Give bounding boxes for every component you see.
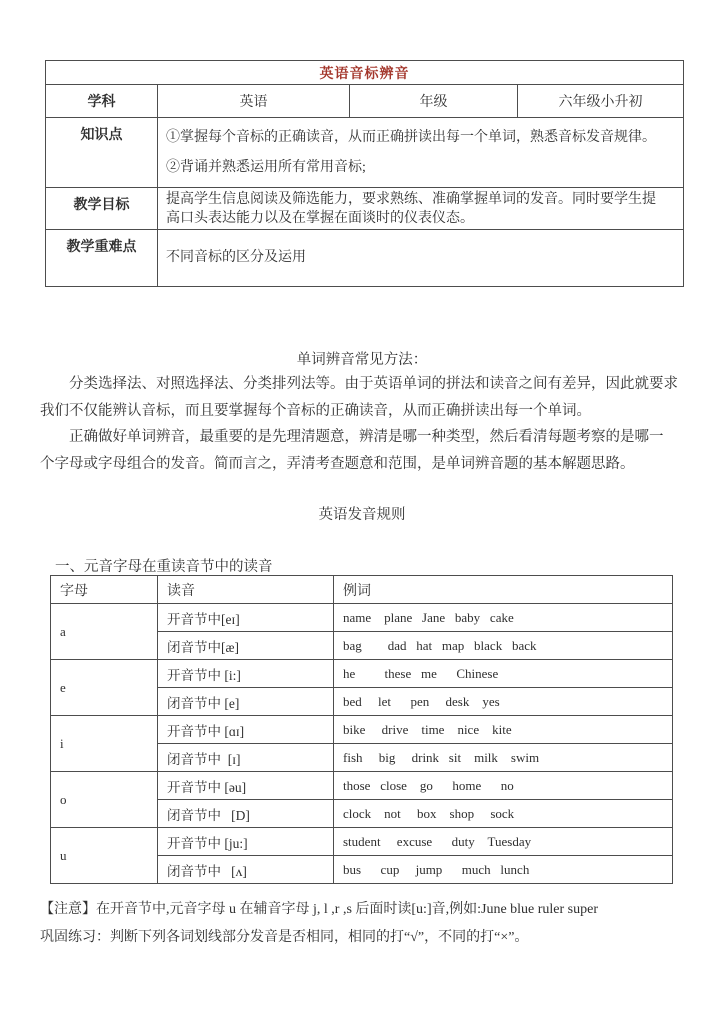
reading-cell: 闭音节中 [D] <box>158 800 334 828</box>
lesson-info-table <box>45 60 684 287</box>
col-header-reading: 读音 <box>158 576 334 604</box>
table-row-goal <box>46 188 684 230</box>
examples-cell: fish big drink sit milk swim <box>334 744 673 772</box>
table-row <box>51 772 673 800</box>
knowledge-label: 知识点 <box>46 118 158 188</box>
reading-cell: 开音节中[eɪ] <box>158 604 334 632</box>
examples-cell: bed let pen desk yes <box>334 688 673 716</box>
table-row <box>51 828 673 856</box>
examples-cell: student excuse duty Tuesday <box>334 828 673 856</box>
knowledge-line-2: ②背诵并熟悉运用所有常用音标; <box>166 159 366 175</box>
document-title: 英语音标辨音 <box>46 61 684 85</box>
table-row-knowledge <box>46 118 684 188</box>
reading-cell: 闭音节中 [ɪ] <box>158 744 334 772</box>
phonics-table <box>50 575 673 884</box>
table-row <box>51 660 673 688</box>
examples-cell: bag dad hat map black back <box>334 632 673 660</box>
difficulty-content <box>158 230 684 287</box>
rules-heading: 英语发音规则 <box>318 507 406 523</box>
goal-content <box>158 188 684 230</box>
paragraph-line: 分类选择法、对照选择法、分类排列法等。由于英语单词的拼法和读音之间有差异，因此就要求 <box>69 376 678 392</box>
goal-line-1: 提高学生信息阅读及筛选能力，要求熟练、准确掌握单词的发音。同时要学生提 <box>166 191 656 207</box>
paragraph-line: 我们不仅能辨认音标，而且要掌握每个音标的正确读音，从而正确拼读出每一个单词。 <box>40 403 591 419</box>
note-line-2: 巩固练习：判断下列各词划线部分发音是否相同，相同的打“√”，不同的打“×”。 <box>40 930 529 945</box>
methods-paragraph-2 <box>40 424 692 478</box>
col-header-letter: 字母 <box>51 576 158 604</box>
examples-cell: he these me Chinese <box>334 660 673 688</box>
examples-cell: clock not box shop sock <box>334 800 673 828</box>
examples-cell: bus cup jump much lunch <box>334 856 673 884</box>
paragraph-line: 正确做好单词辨音，最重要的是先理清题意，辨清是哪一种类型，然后看清每题考察的是哪一 <box>69 429 664 445</box>
reading-cell: 开音节中 [ju:] <box>158 828 334 856</box>
letter-cell-u: u <box>51 828 158 884</box>
letter-cell-e: e <box>51 660 158 716</box>
paragraph-line: 个字母或字母组合的发音。简而言之，弄清考查题意和范围，是单词辨音题的基本解题思路。 <box>40 456 635 472</box>
examples-cell: those close go home no <box>334 772 673 800</box>
methods-paragraph-1 <box>40 371 692 425</box>
reading-cell: 开音节中 [əu] <box>158 772 334 800</box>
reading-cell: 闭音节中 [e] <box>158 688 334 716</box>
table-row-difficulty <box>46 230 684 287</box>
knowledge-line-1: ①掌握每个音标的正确读音，从而正确拼读出每一个单词，熟悉音标发音规律。 <box>166 129 656 145</box>
reading-cell: 开音节中 [i:] <box>158 660 334 688</box>
table-row-subject <box>46 85 684 118</box>
note-line-1: 【注意】在开音节中,元音字母 u 在辅音字母 j, l ,r ,s 后面时读[u:]音,例如:June blue ruler super <box>40 902 599 917</box>
difficulty-text: 不同音标的区分及运用 <box>166 250 306 265</box>
table-row <box>51 604 673 632</box>
reading-cell: 开音节中 [ɑɪ] <box>158 716 334 744</box>
knowledge-content <box>158 118 684 188</box>
reading-cell: 闭音节中 [ʌ] <box>158 856 334 884</box>
letter-cell-o: o <box>51 772 158 828</box>
reading-cell: 闭音节中[æ] <box>158 632 334 660</box>
methods-heading: 单词辨音常见方法： <box>296 352 428 368</box>
vowel-section-title: 一、元音字母在重读音节中的读音 <box>55 559 273 575</box>
footnote <box>40 896 700 952</box>
subject-label: 学科 <box>46 85 158 118</box>
grade-value: 六年级小升初 <box>518 85 684 118</box>
examples-cell: name plane Jane baby cake <box>334 604 673 632</box>
letter-cell-i: i <box>51 716 158 772</box>
table-row <box>51 716 673 744</box>
col-header-examples: 例词 <box>334 576 673 604</box>
letter-cell-a: a <box>51 604 158 660</box>
phonics-header-row <box>51 576 673 604</box>
goal-label: 教学目标 <box>46 188 158 230</box>
goal-line-2: 高口头表达能力以及在掌握在面谈时的仪表仪态。 <box>166 210 474 226</box>
difficulty-label: 教学重难点 <box>46 230 158 287</box>
examples-cell: bike drive time nice kite <box>334 716 673 744</box>
grade-label: 年级 <box>350 85 518 118</box>
subject-value: 英语 <box>158 85 350 118</box>
table-row-title <box>46 61 684 85</box>
